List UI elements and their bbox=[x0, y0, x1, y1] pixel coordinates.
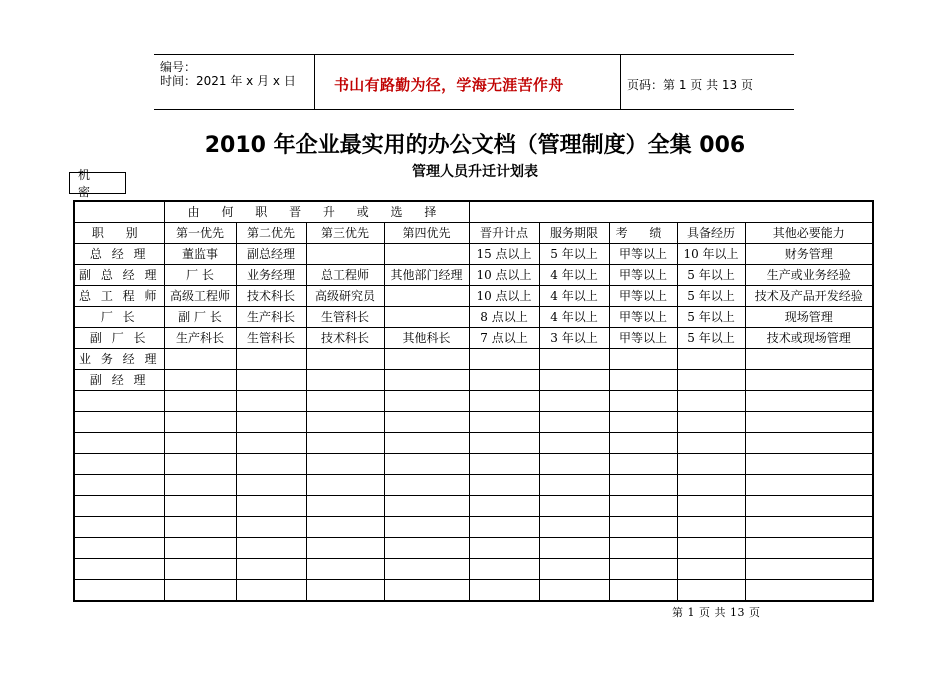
table-cell bbox=[384, 349, 469, 370]
position-cell: 副 总 经 理 bbox=[74, 265, 164, 286]
table-cell bbox=[384, 580, 469, 602]
table-cell bbox=[609, 559, 677, 580]
table-cell bbox=[469, 559, 539, 580]
table-cell: 厂 长 bbox=[164, 265, 236, 286]
table-cell bbox=[539, 496, 609, 517]
table-row bbox=[74, 580, 873, 602]
table-row bbox=[74, 391, 873, 412]
table-cell bbox=[609, 475, 677, 496]
table-cell bbox=[677, 454, 745, 475]
table-cell bbox=[469, 391, 539, 412]
number-label: 编号： bbox=[160, 60, 197, 74]
position-cell bbox=[74, 454, 164, 475]
table-cell: 其他部门经理 bbox=[384, 265, 469, 286]
table-cell: 5 年以上 bbox=[677, 328, 745, 349]
table-cell: 5 年以上 bbox=[539, 244, 609, 265]
table-cell: 甲等以上 bbox=[609, 307, 677, 328]
table-cell bbox=[677, 538, 745, 559]
table-cell bbox=[539, 517, 609, 538]
position-cell bbox=[74, 433, 164, 454]
table-row bbox=[74, 244, 873, 265]
table-cell bbox=[677, 412, 745, 433]
table-cell bbox=[164, 412, 236, 433]
group-header-cell: 由 何 职 晋 升 或 选 择 bbox=[164, 201, 469, 223]
table-cell bbox=[306, 433, 384, 454]
header-bottom-rule bbox=[154, 109, 794, 110]
table-cell bbox=[306, 496, 384, 517]
table-cell bbox=[539, 454, 609, 475]
table-cell bbox=[745, 538, 873, 559]
table-cell bbox=[306, 244, 384, 265]
position-cell bbox=[74, 391, 164, 412]
table-cell bbox=[306, 475, 384, 496]
header-divider bbox=[314, 54, 315, 109]
table-cell: 甲等以上 bbox=[609, 286, 677, 307]
table-cell bbox=[306, 559, 384, 580]
table-cell bbox=[384, 538, 469, 559]
table-cell bbox=[384, 412, 469, 433]
table-cell bbox=[539, 349, 609, 370]
table-cell: 10 年以上 bbox=[677, 244, 745, 265]
table-cell bbox=[164, 559, 236, 580]
table-cell bbox=[384, 496, 469, 517]
table-cell bbox=[306, 454, 384, 475]
table-cell bbox=[164, 433, 236, 454]
table-cell bbox=[469, 201, 873, 223]
table-cell bbox=[164, 496, 236, 517]
table-cell bbox=[164, 370, 236, 391]
table-cell bbox=[236, 538, 306, 559]
table-cell: 生管科长 bbox=[306, 307, 384, 328]
table-cell bbox=[469, 370, 539, 391]
table-cell bbox=[469, 496, 539, 517]
table-cell bbox=[745, 370, 873, 391]
table-cell bbox=[539, 559, 609, 580]
table-cell bbox=[469, 349, 539, 370]
table-cell: 生产科长 bbox=[164, 328, 236, 349]
table-cell bbox=[384, 370, 469, 391]
position-cell: 副 经 理 bbox=[74, 370, 164, 391]
table-cell: 技术或现场管理 bbox=[745, 328, 873, 349]
table-cell bbox=[384, 517, 469, 538]
column-header: 职 别 bbox=[74, 223, 164, 244]
table-group-header-row bbox=[74, 201, 873, 223]
table-cell bbox=[236, 559, 306, 580]
table-cell bbox=[677, 433, 745, 454]
table-cell bbox=[164, 454, 236, 475]
table-cell bbox=[236, 433, 306, 454]
table-cell bbox=[745, 559, 873, 580]
column-header: 第四优先 bbox=[384, 223, 469, 244]
position-cell bbox=[74, 496, 164, 517]
table-cell: 副总经理 bbox=[236, 244, 306, 265]
column-header: 其他必要能力 bbox=[745, 223, 873, 244]
table-cell: 业务经理 bbox=[236, 265, 306, 286]
table-cell: 生管科长 bbox=[236, 328, 306, 349]
table-cell bbox=[539, 538, 609, 559]
table-cell bbox=[677, 349, 745, 370]
table-row bbox=[74, 496, 873, 517]
table-row bbox=[74, 433, 873, 454]
table-cell bbox=[236, 580, 306, 602]
table-cell: 7 点以上 bbox=[469, 328, 539, 349]
header-top-rule bbox=[154, 54, 794, 55]
table-cell: 5 年以上 bbox=[677, 307, 745, 328]
table-row bbox=[74, 412, 873, 433]
table-cell: 技术科长 bbox=[306, 328, 384, 349]
table-cell: 5 年以上 bbox=[677, 265, 745, 286]
table-row bbox=[74, 307, 873, 328]
table-cell bbox=[164, 475, 236, 496]
table-cell bbox=[236, 370, 306, 391]
table-row bbox=[74, 559, 873, 580]
table-cell bbox=[745, 349, 873, 370]
table-cell bbox=[384, 286, 469, 307]
table-cell: 高级研究员 bbox=[306, 286, 384, 307]
time-label: 时间：2021 年 x 月 x 日 bbox=[160, 74, 296, 88]
table-cell bbox=[677, 496, 745, 517]
table-cell bbox=[609, 370, 677, 391]
table-cell bbox=[469, 580, 539, 602]
table-cell bbox=[609, 517, 677, 538]
table-cell bbox=[745, 433, 873, 454]
promotion-plan-table bbox=[73, 200, 874, 602]
table-cell bbox=[236, 517, 306, 538]
table-cell bbox=[384, 475, 469, 496]
table-cell: 5 年以上 bbox=[677, 286, 745, 307]
table-cell: 15 点以上 bbox=[469, 244, 539, 265]
table-cell: 生产科长 bbox=[236, 307, 306, 328]
table-cell: 其他科长 bbox=[384, 328, 469, 349]
table-cell bbox=[469, 517, 539, 538]
table-cell bbox=[384, 433, 469, 454]
table-cell: 副 厂 长 bbox=[164, 307, 236, 328]
table-row bbox=[74, 265, 873, 286]
motto: 书山有路勤为径，学海无涯苦作舟 bbox=[334, 76, 564, 94]
table-cell bbox=[677, 475, 745, 496]
table-cell bbox=[306, 349, 384, 370]
table-cell bbox=[469, 433, 539, 454]
table-cell bbox=[306, 391, 384, 412]
table-cell bbox=[164, 538, 236, 559]
table-cell bbox=[384, 454, 469, 475]
table-cell bbox=[236, 496, 306, 517]
table-cell: 3 年以上 bbox=[539, 328, 609, 349]
table-cell bbox=[236, 391, 306, 412]
table-cell bbox=[677, 517, 745, 538]
table-cell bbox=[164, 349, 236, 370]
table-cell: 总工程师 bbox=[306, 265, 384, 286]
table-cell bbox=[469, 538, 539, 559]
table-cell: 4 年以上 bbox=[539, 286, 609, 307]
position-cell bbox=[74, 559, 164, 580]
table-cell: 甲等以上 bbox=[609, 265, 677, 286]
table-cell bbox=[609, 538, 677, 559]
table-cell bbox=[677, 370, 745, 391]
table-cell bbox=[609, 349, 677, 370]
position-cell: 业 务 经 理 bbox=[74, 349, 164, 370]
confidential-label: 机 密 bbox=[69, 172, 126, 194]
table-row bbox=[74, 475, 873, 496]
table-cell: 董监事 bbox=[164, 244, 236, 265]
position-cell: 厂 长 bbox=[74, 307, 164, 328]
position-cell bbox=[74, 412, 164, 433]
table-cell bbox=[164, 517, 236, 538]
table-cell bbox=[745, 391, 873, 412]
table-cell bbox=[539, 412, 609, 433]
page-indicator: 页码：第 1 页 共 13 页 bbox=[627, 78, 753, 92]
table-cell bbox=[539, 370, 609, 391]
table-cell bbox=[677, 580, 745, 602]
document-subtitle: 管理人员升迁计划表 bbox=[412, 164, 538, 180]
table-cell bbox=[745, 475, 873, 496]
position-cell bbox=[74, 538, 164, 559]
header-divider bbox=[620, 54, 621, 109]
table-cell bbox=[539, 433, 609, 454]
position-cell bbox=[74, 475, 164, 496]
table-row bbox=[74, 349, 873, 370]
table-row bbox=[74, 286, 873, 307]
table-cell bbox=[609, 580, 677, 602]
table-cell bbox=[164, 391, 236, 412]
table-row bbox=[74, 454, 873, 475]
table-cell bbox=[677, 391, 745, 412]
table-cell bbox=[164, 580, 236, 602]
table-cell: 10 点以上 bbox=[469, 265, 539, 286]
table-cell bbox=[539, 475, 609, 496]
table-cell: 现场管理 bbox=[745, 307, 873, 328]
table-cell: 生产或业务经验 bbox=[745, 265, 873, 286]
table-cell bbox=[609, 496, 677, 517]
table-cell bbox=[469, 412, 539, 433]
position-cell: 总 工 程 师 bbox=[74, 286, 164, 307]
table-row bbox=[74, 538, 873, 559]
column-header: 第三优先 bbox=[306, 223, 384, 244]
table-cell: 8 点以上 bbox=[469, 307, 539, 328]
table-header-row bbox=[74, 223, 873, 244]
table-cell: 10 点以上 bbox=[469, 286, 539, 307]
column-header: 服务期限 bbox=[539, 223, 609, 244]
table-cell: 技术科长 bbox=[236, 286, 306, 307]
table-cell bbox=[306, 538, 384, 559]
table-cell bbox=[384, 391, 469, 412]
table-cell bbox=[745, 517, 873, 538]
table-cell bbox=[306, 412, 384, 433]
table-cell: 甲等以上 bbox=[609, 328, 677, 349]
table-cell bbox=[306, 517, 384, 538]
table-cell bbox=[609, 412, 677, 433]
table-cell bbox=[745, 580, 873, 602]
table-cell bbox=[236, 349, 306, 370]
table-cell bbox=[236, 412, 306, 433]
table-row bbox=[74, 370, 873, 391]
table-cell: 技术及产品开发经验 bbox=[745, 286, 873, 307]
table-cell bbox=[236, 454, 306, 475]
table-cell bbox=[609, 391, 677, 412]
table-cell: 甲等以上 bbox=[609, 244, 677, 265]
table-cell bbox=[539, 580, 609, 602]
table-cell bbox=[384, 307, 469, 328]
table-cell bbox=[745, 412, 873, 433]
position-cell: 副 厂 长 bbox=[74, 328, 164, 349]
table-cell: 4 年以上 bbox=[539, 265, 609, 286]
column-header: 第二优先 bbox=[236, 223, 306, 244]
table-cell bbox=[677, 559, 745, 580]
position-cell bbox=[74, 517, 164, 538]
position-cell: 总 经 理 bbox=[74, 244, 164, 265]
table-cell bbox=[609, 433, 677, 454]
document-title: 2010 年企业最实用的办公文档（管理制度）全集 006 bbox=[204, 133, 746, 158]
page-footer: 第 1 页 共 13 页 bbox=[672, 606, 761, 619]
table-cell bbox=[306, 580, 384, 602]
table-cell bbox=[469, 475, 539, 496]
table-cell: 高级工程师 bbox=[164, 286, 236, 307]
column-header: 考 绩 bbox=[609, 223, 677, 244]
table-cell bbox=[539, 391, 609, 412]
table-cell: 财务管理 bbox=[745, 244, 873, 265]
column-header: 晋升计点 bbox=[469, 223, 539, 244]
table-cell bbox=[745, 454, 873, 475]
position-cell bbox=[74, 580, 164, 602]
column-header: 第一优先 bbox=[164, 223, 236, 244]
table-cell bbox=[745, 496, 873, 517]
table-cell bbox=[74, 201, 164, 223]
table-cell: 4 年以上 bbox=[539, 307, 609, 328]
table-cell bbox=[469, 454, 539, 475]
column-header: 具备经历 bbox=[677, 223, 745, 244]
table-cell bbox=[306, 370, 384, 391]
table-row bbox=[74, 517, 873, 538]
table-cell bbox=[609, 454, 677, 475]
table-row bbox=[74, 328, 873, 349]
table-cell bbox=[384, 559, 469, 580]
table-cell bbox=[236, 475, 306, 496]
table-cell bbox=[384, 244, 469, 265]
